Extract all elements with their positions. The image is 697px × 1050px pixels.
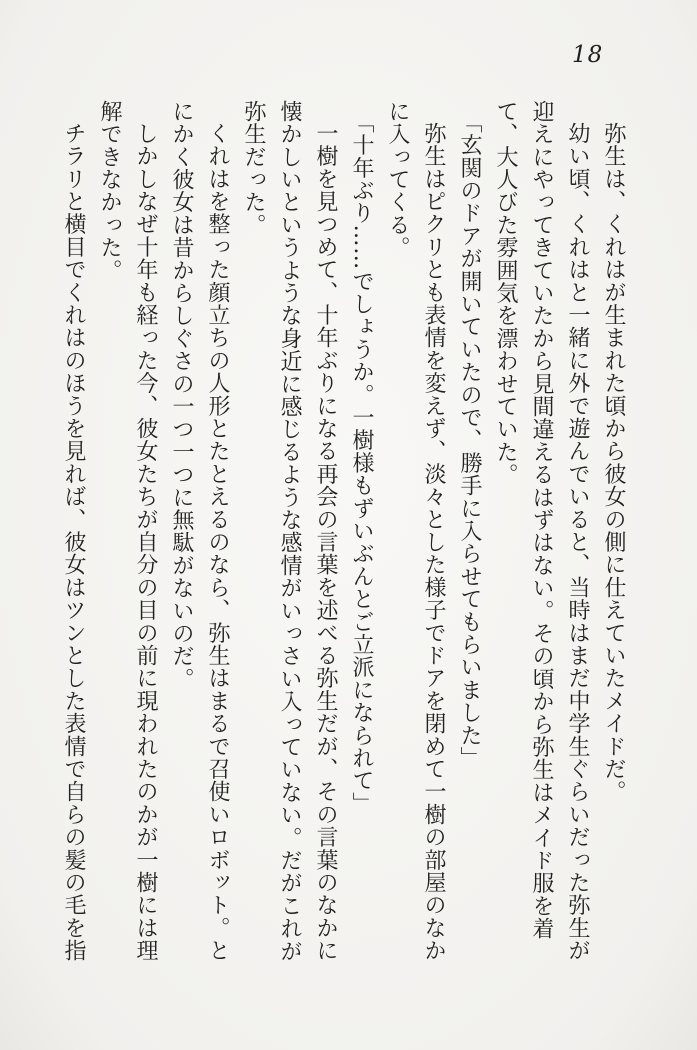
- page-number: 18: [572, 42, 604, 68]
- paragraph-9: チラリと横目でくれはのほうを見れば、彼女はツンとした表情で自らの髪の毛を指: [61, 122, 86, 962]
- paragraph-7: くれはを整った顔立ちの人形とたとえるのなら、弥生はまるで召使いロボット。とにかく彼女は昔からしぐさの一つ一つに無駄がないのだ。: [169, 100, 230, 962]
- paragraph-6: 一樹を見つめて、十年ぶりになる再会の言葉を述べる弥生だが、その言葉のなかに懐かしいというような身近に感じるような感情がいっさい入っていない。だがこれが弥生だった。: [241, 100, 338, 963]
- paragraph-5-dialogue: 「十年ぶり……でしょうか。一樹様もずいぶんとご立派になられて」: [349, 111, 374, 815]
- body-text: [53, 100, 631, 970]
- paragraph-8: しかしなぜ十年も経った今、彼女たちが自分の目の前に現われたのかが一樹には理解できなかった。: [97, 100, 158, 962]
- paragraph-2: 幼い頃、くれはと一緒に外で遊んでいると、当時はまだ中学生ぐらいだった弥生が迎えにやってきていたから見間違えるはずはない。その頃から弥生はメイド服を着て、大人びた雰囲気を漂わせていた。: [493, 100, 590, 962]
- paragraph-1: 弥生は、くれはが生まれた頃から彼女の側に仕えていたメイドだ。: [601, 122, 626, 803]
- paragraph-3-dialogue: 「玄関のドアが開いていたので、勝手に入らせてもらいました」: [457, 111, 482, 770]
- paragraph-4: 弥生はピクリとも表情を変えず、淡々とした様子でドアを閉めて一樹の部屋のなかに入ってくる。: [385, 100, 446, 962]
